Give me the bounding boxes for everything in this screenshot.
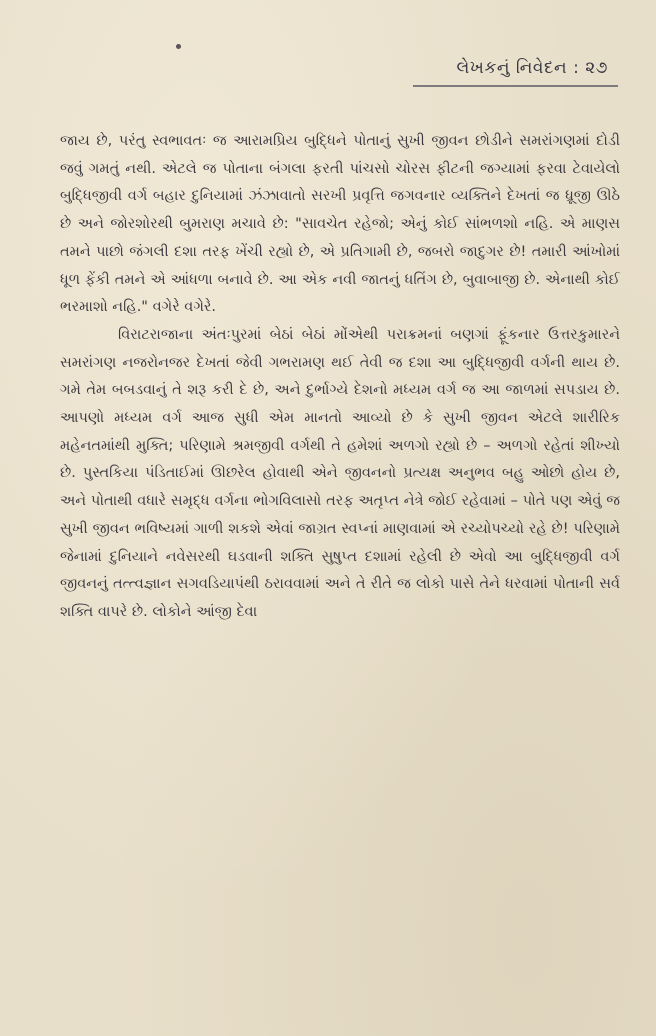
paragraph-2: વિરાટરાજાના અંતઃપુરમાં બેઠાં બેઠાં મોંએથી પરાક્રમનાં બણગાં ફૂંકનાર ઉત્તરકુમારને સમરાંગણ નજરોનજર દેખતાં જેવી ગભરામણ થઈ તેવી જ દશા આ બુદ્ધિજીવી વર્ગની થાય છે. ગમે તેમ બબડવાનું તે શરૂ કરી દે છે, અને દુર્ભાગ્યે દેશનો મધ્યમ વર્ગ જ આ જાળમાં સપડાય છે. આપણો મધ્યમ વર્ગ આજ સુધી એમ માનતો આવ્યો છે કે સુખી જીવન એટલે શારીરિક મહેનતમાંથી મુક્તિ; પરિણામે શ્રમજીવી વર્ગથી તે હમેશાં અળગો રહ્યો છે – અળગો રહેતાં શીખ્યો છે. પુસ્તકિયા પંડિતાઈમાં ઊછરેલ હોવાથી એને જીવનનો પ્રત્યક્ષ અનુભવ બહુ ઓછો હોય છે, અને પોતાથી વધારે સમૃદ્ધ વર્ગના ભોગવિલાસો તરફ અતૃપ્ત નેત્રે જોઈ રહેવામાં – પોતે પણ એવું જ સુખી જીવન ભવિષ્યમાં ગાળી શકશે એવાં જાગ્રત સ્વપ્નાં માણવામાં એ રચ્યોપચ્યો રહે છે! પરિણામે જેનામાં દુનિયાને નવેસરથી ઘડવાની શક્તિ સુષુપ્ત દશામાં રહેલી છે એવો આ બુદ્ધિજીવી વર્ગ જીવનનું તત્ત્વજ્ઞાન સગવડિયાપંથી ઠરાવવામાં અને તે રીતે જ લોકો પાસે તેને ધરવામાં પોતાની સર્વ શક્તિ વાપરે છે. લોકોને આંજી દેવા [60, 326, 620, 620]
header-rule [413, 85, 618, 87]
body-text [60, 128, 620, 627]
paragraph-1: જાય છે, પરંતુ સ્વભાવતઃ જ આરામપ્રિય બુદ્ધિને પોતાનું સુખી જીવન છોડીને સમરાંગણમાં દોડી જવું ગમતું નથી. એટલે જ પોતાના બંગલા ફરતી પાંચસો ચોરસ ફીટની જગ્યામાં ફરવા ટેવાયેલો બુદ્ધિજીવી વર્ગ બહાર દુનિયામાં ઝંઝાવાતો સરખી પ્રવૃત્તિ જગવનાર વ્યક્તિને દેખતાં જ ધ્રૂજી ઊઠે છે અને જોરશોરથી બુમરાણ મચાવે છે: "સાવચેત રહેજો; એનું કોઈ સાંભળશો નહિ. એ માણસ તમને પાછો જંગલી દશા તરફ ખેંચી રહ્યો છે, એ પ્રતિગામી છે, જબરો જાદુગર છે! તમારી આંખોમાં ધૂળ ફેંકી તમને એ આંધળા બનાવે છે. આ એક નવી જાતનું ધતિંગ છે, બુવાબાજી છે. એનાથી કોઈ ભરમાશો નહિ." વગેરે વગેરે. [60, 133, 620, 316]
running-head: લેખકનું નિવેદન : ૨૭ [456, 58, 608, 78]
ink-speck [176, 44, 181, 49]
